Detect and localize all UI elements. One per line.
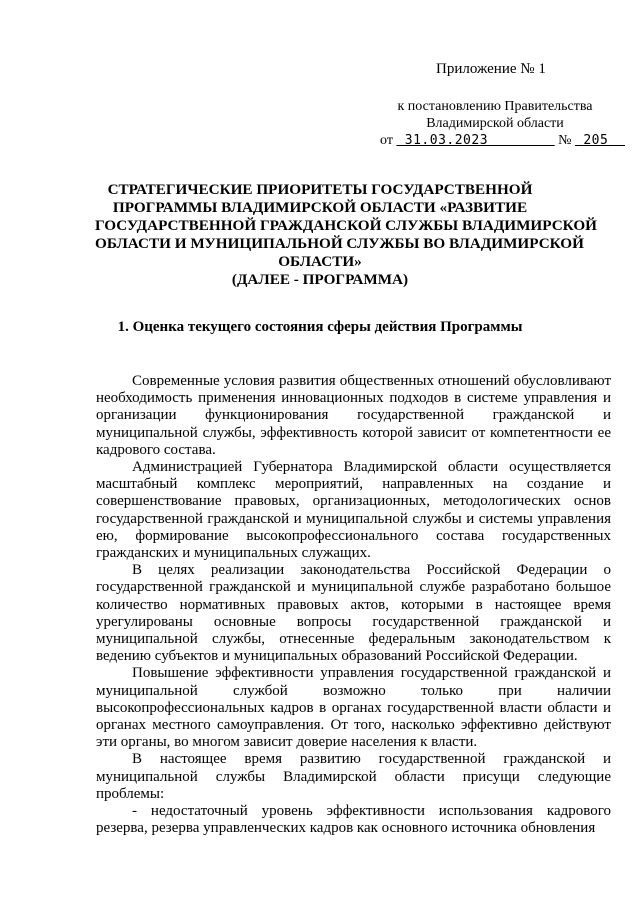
title-line-6: (ДАЛЕЕ - ПРОГРАММА) xyxy=(231,271,409,288)
paragraph: В настоящее время развитию государственной гражданской и муниципальной службы Владимирской области присущи следующие проблемы: xyxy=(96,751,611,802)
resolution-date: 31.03.2023 xyxy=(404,133,489,148)
paragraph: Администрацией Губернатора Владимирской области осуществляется масштабный комплекс мероприятий, направленных на создание и совершенствование правовых, организационных, методологических основ государственной гражданской и муниципальной службы и системы управления ею, формирование высокопрофессионального состава государственных гражданских и муниципальных служащих. xyxy=(96,459,611,562)
resolution-line-2: Владимирской области xyxy=(426,116,564,131)
section-body xyxy=(96,373,611,837)
paragraph: Повышение эффективности управления государственной гражданской и муниципальной службой возможно только при наличии высокопрофессиональных кадров в органах государственной власти области и органах местного самоуправления. От того, насколько эффективно действуют эти органы, во многом зависит доверие населения к власти. xyxy=(96,665,611,751)
paragraph: В целях реализации законодательства Российской Федерации о государственной гражданской и муниципальной службе разработано большое количество нормативных правовых актов, которыми в настоящее время урегулированы основные вопросы государственной гражданской и муниципальной службы, отнесенные федеральным законодательством к ведению субъектов и муниципальных образований Российской Федерации. xyxy=(96,562,611,665)
title-line-4: ОБЛАСТИ И МУНИЦИПАЛЬНОЙ СЛУЖБЫ ВО ВЛАДИМИРСКОЙ xyxy=(95,235,584,252)
title-line-3: ГОСУДАРСТВЕННОЙ ГРАЖДАНСКОЙ СЛУЖБЫ ВЛАДИМИРСКОЙ xyxy=(95,217,597,234)
list-item: - недостаточный уровень эффективности использования кадрового резерва, резерва управленческих кадров как основного источника обновления xyxy=(96,803,611,837)
date-prefix: от xyxy=(380,133,393,148)
paragraph: Современные условия развития общественных отношений обусловливают необходимость применения инновационных подходов в системе управления и организации функционирования государственной гражданской и муниципальной службы, эффективность которой зависит от компетентности ее кадрового состава. xyxy=(96,373,611,458)
resolution-number: 205 xyxy=(583,133,609,148)
title-line-2: ПРОГРАММЫ ВЛАДИМИРСКОЙ ОБЛАСТИ «РАЗВИТИЕ xyxy=(112,199,528,216)
number-prefix: № xyxy=(558,133,572,148)
resolution-line-1: к постановлению Правительства xyxy=(397,99,593,114)
title-line-5: ОБЛАСТИ» xyxy=(278,253,362,270)
title-line-1: СТРАТЕГИЧЕСКИЕ ПРИОРИТЕТЫ ГОСУДАРСТВЕННОЙ xyxy=(107,181,533,198)
document-title xyxy=(95,181,597,289)
section-heading: 1. Оценка текущего состояния сферы действия Программы xyxy=(117,319,523,335)
resolution-reference xyxy=(390,98,600,132)
appendix-label: Приложение № 1 xyxy=(436,61,546,77)
resolution-date-number xyxy=(380,133,625,149)
